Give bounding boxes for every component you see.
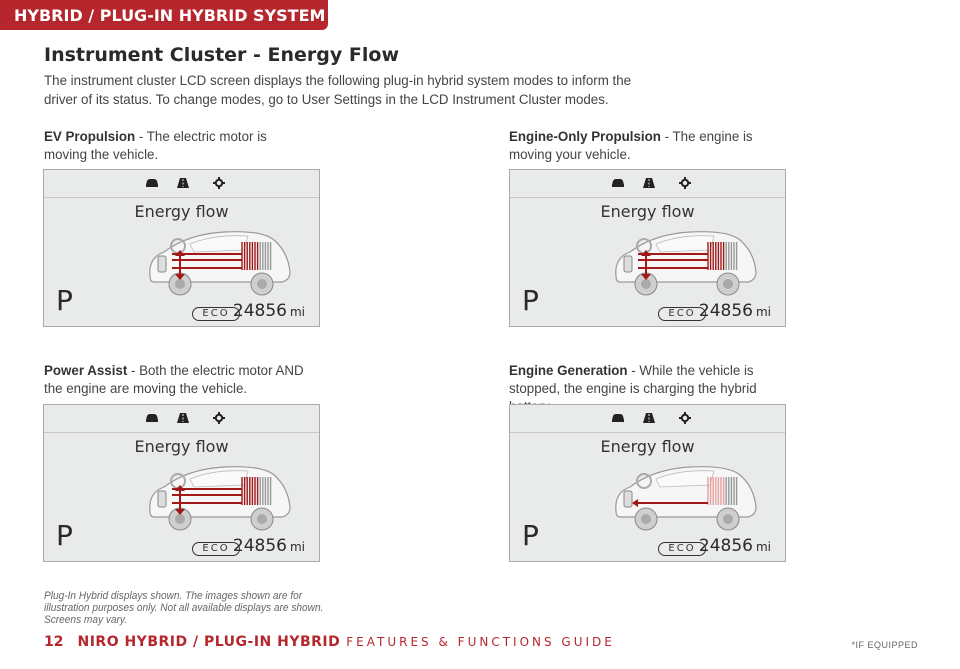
- odometer-value: 24856: [698, 536, 753, 556]
- gear-icon: [212, 177, 226, 189]
- caption-assist: [44, 362, 307, 398]
- odometer: [233, 301, 305, 321]
- car-energy-diagram: [610, 228, 760, 296]
- caption-heading: Engine Generation: [509, 363, 628, 379]
- cluster-screen-generation: [509, 404, 786, 562]
- footer-brand: NIRO HYBRID / PLUG-IN HYBRID: [77, 634, 341, 650]
- odometer: [699, 301, 771, 321]
- road-icon: [176, 412, 190, 424]
- energy-flow-title: Energy flow: [134, 437, 229, 456]
- car-diagram: [610, 463, 760, 536]
- gear-icon: [678, 412, 692, 424]
- odometer-unit: mi: [289, 305, 305, 319]
- eco-badge: ECO: [658, 542, 706, 556]
- energy-flow-title: Energy flow: [134, 202, 229, 221]
- car-energy-diagram: [144, 463, 294, 531]
- energy-flow-title: Energy flow: [600, 202, 695, 221]
- caption-heading: EV Propulsion: [44, 129, 136, 145]
- odometer-unit: mi: [755, 305, 771, 319]
- odometer-value: 24856: [232, 301, 287, 321]
- footnote: Plug-In Hybrid displays shown. The images shown are for illustration purposes only. Not all available displays are shown. Screens may vary.: [44, 590, 324, 626]
- cluster-screen-ev: [43, 169, 320, 327]
- eco-badge: ECO: [658, 307, 706, 321]
- eco-badge: ECO: [192, 542, 240, 556]
- screen-topbar: [44, 405, 319, 433]
- odometer-unit: mi: [755, 540, 771, 554]
- section-tab: HYBRID / PLUG-IN HYBRID SYSTEM: [0, 0, 328, 30]
- page-footer: [44, 634, 615, 650]
- odometer: [233, 536, 305, 556]
- gear-indicator: P: [56, 519, 73, 552]
- caption-engine: [509, 128, 782, 164]
- car-icon: [145, 177, 159, 189]
- caption-desc: - Both the electric motor AND the engine are moving the vehicle.: [44, 363, 304, 397]
- car-energy-diagram: [610, 463, 760, 531]
- car-icon: [145, 412, 159, 424]
- road-icon: [642, 177, 656, 189]
- gear-indicator: P: [522, 519, 539, 552]
- gear-icon: [212, 412, 226, 424]
- screen-topbar: [510, 170, 785, 198]
- car-diagram: [144, 463, 294, 536]
- odometer-unit: mi: [289, 540, 305, 554]
- cluster-screen-assist: [43, 404, 320, 562]
- page-title: Instrument Cluster - Energy Flow: [44, 44, 399, 66]
- odometer-value: 24856: [232, 536, 287, 556]
- odometer: [699, 536, 771, 556]
- car-icon: [611, 177, 625, 189]
- page-number: 12: [44, 634, 64, 650]
- screen-topbar: [44, 170, 319, 198]
- intro-text: The instrument cluster LCD screen displays the following plug-in hybrid system modes to inform the driver of its status. To change modes, go to User Settings in the LCD Instrument Cluster modes.: [44, 73, 632, 108]
- cluster-screen-engine: [509, 169, 786, 327]
- car-energy-diagram: [144, 228, 294, 296]
- if-equipped-note: *IF EQUIPPED: [851, 640, 918, 650]
- road-icon: [642, 412, 656, 424]
- car-icon: [611, 412, 625, 424]
- car-diagram: [144, 228, 294, 301]
- caption-desc: - The engine is moving your vehicle.: [509, 129, 753, 163]
- footer-guide: FEATURES & FUNCTIONS GUIDE: [346, 635, 615, 649]
- road-icon: [176, 177, 190, 189]
- odometer-value: 24856: [698, 301, 753, 321]
- car-diagram: [610, 228, 760, 301]
- caption-heading: Power Assist: [44, 363, 128, 379]
- screen-topbar: [510, 405, 785, 433]
- caption-desc: - While the vehicle is stopped, the engine is charging the hybrid: [509, 363, 757, 397]
- energy-flow-title: Energy flow: [600, 437, 695, 456]
- caption-desc: - The electric motor is moving the vehicle.: [44, 129, 267, 163]
- caption-heading: Engine-Only Propulsion: [509, 129, 661, 145]
- gear-indicator: P: [56, 284, 73, 317]
- eco-badge: ECO: [192, 307, 240, 321]
- gear-indicator: P: [522, 284, 539, 317]
- gear-icon: [678, 177, 692, 189]
- caption-ev: [44, 128, 298, 164]
